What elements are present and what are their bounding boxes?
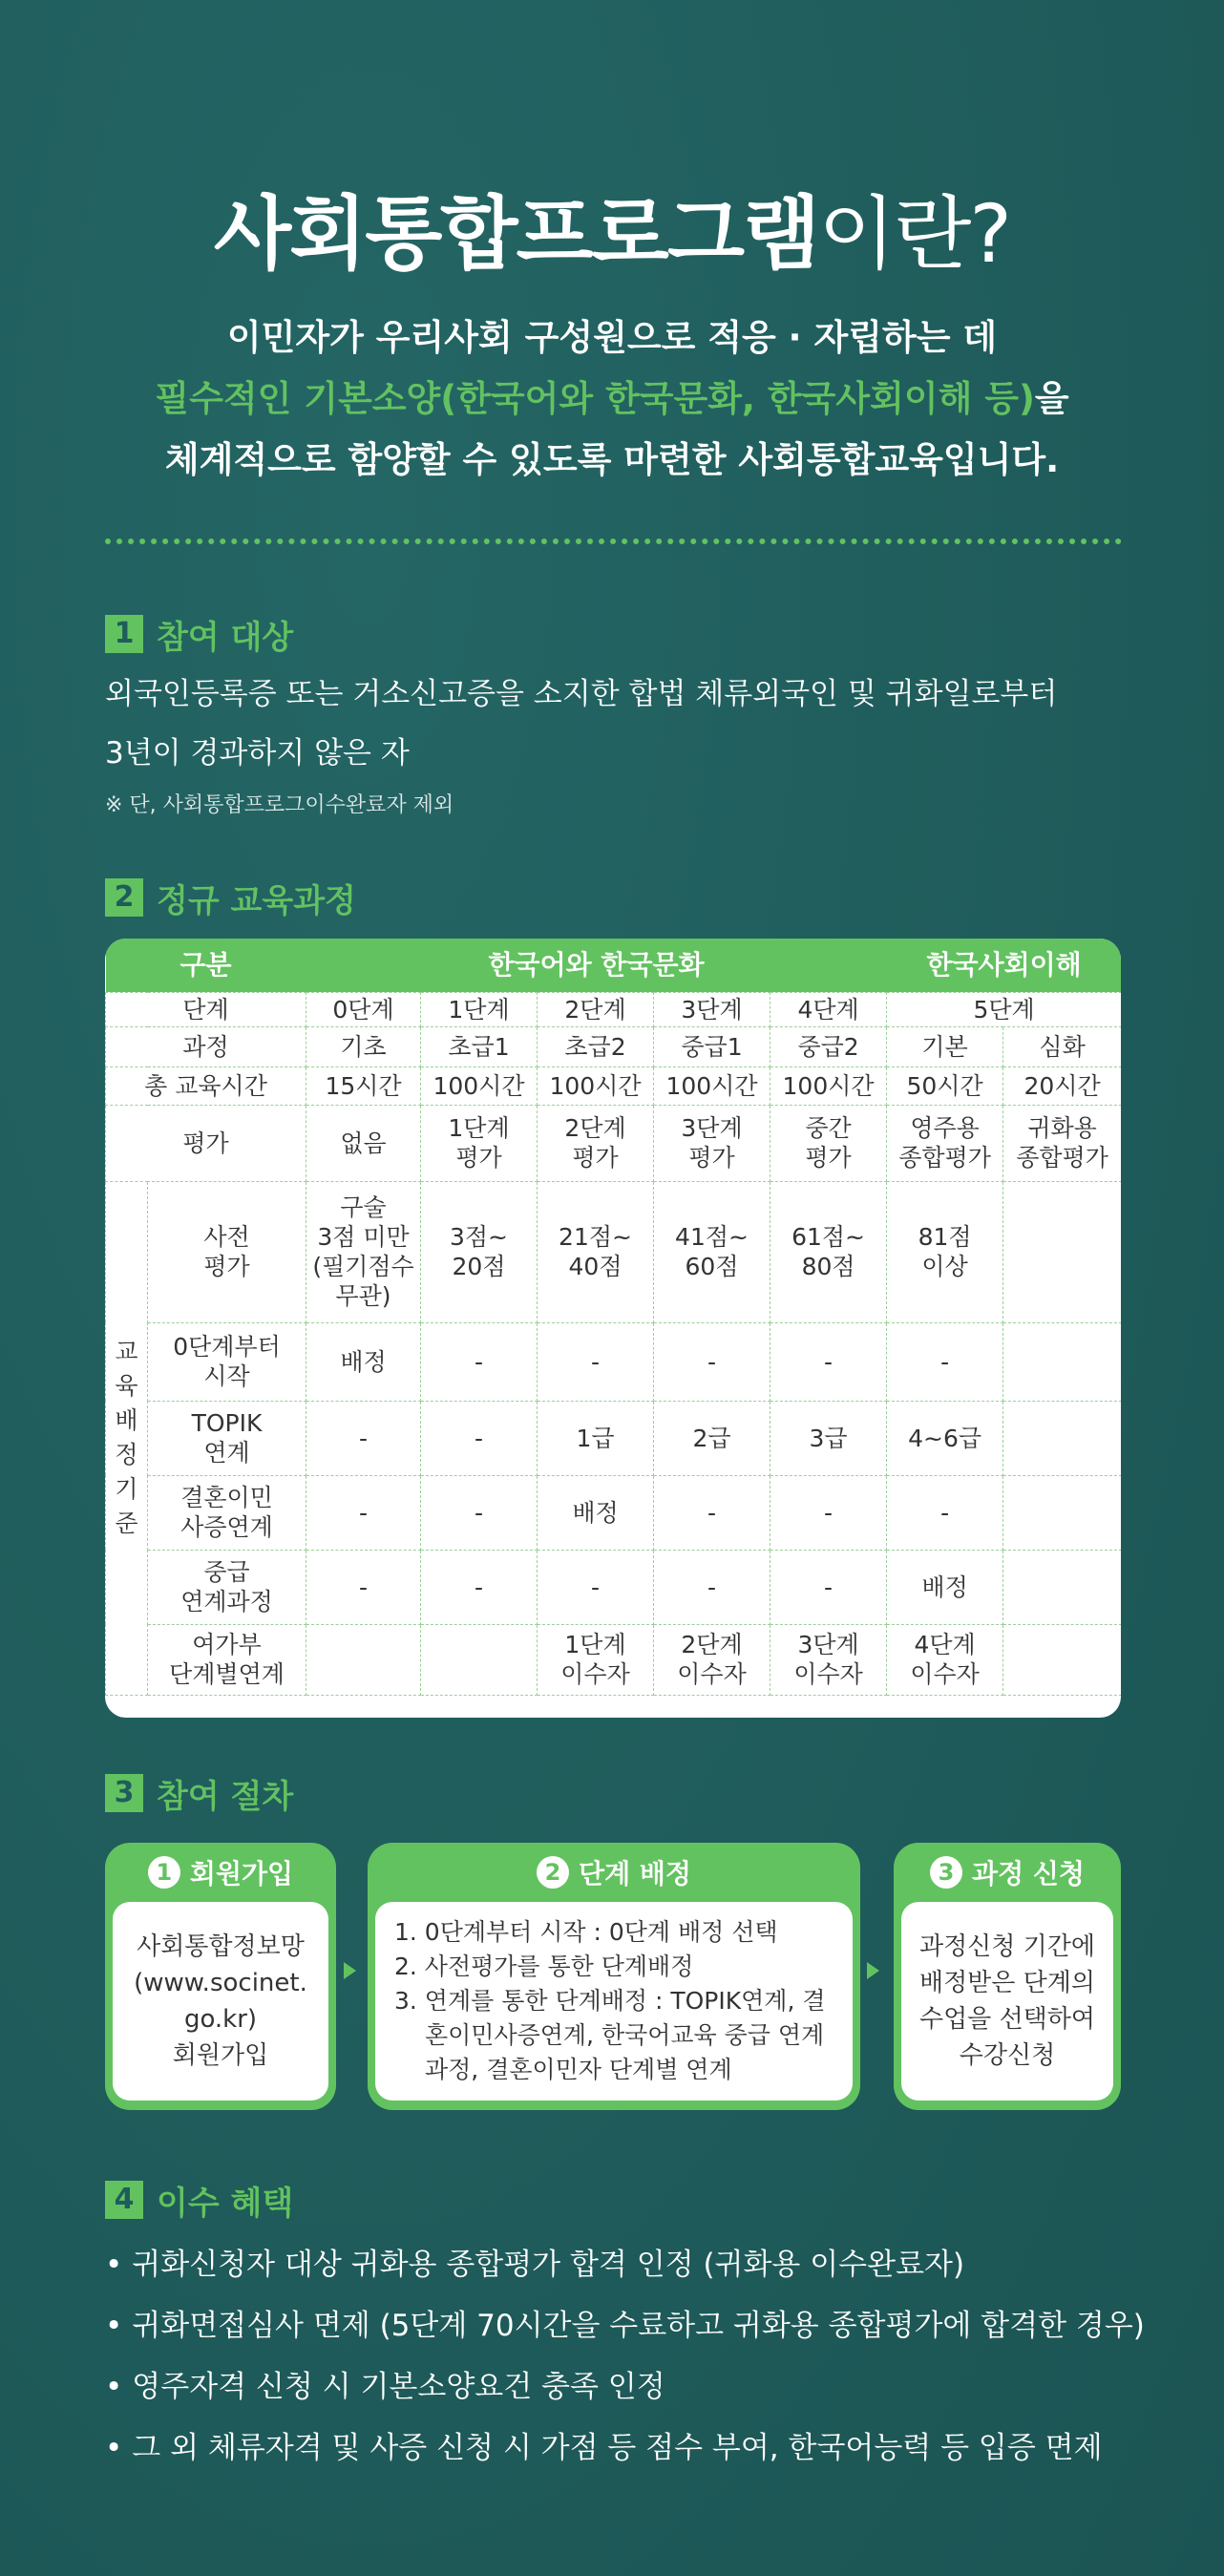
course-cell: 초급1 xyxy=(421,1026,538,1066)
section-3-number: 3 xyxy=(105,1774,143,1812)
table-cell: 41점~ 60점 xyxy=(654,1181,770,1322)
intro-line-3: 체계적으로 함양할 수 있도록 마련한 사회통합교육입니다. xyxy=(164,439,1060,480)
group-label: 교 육 배 정 기 준 xyxy=(106,1181,148,1695)
row-label: TOPIK 연계 xyxy=(148,1401,306,1475)
eval-cell: 중간 평가 xyxy=(770,1105,887,1181)
hours-cell: 15시간 xyxy=(306,1066,421,1105)
table-cell: - xyxy=(770,1550,887,1624)
table-cell: - xyxy=(654,1475,770,1550)
step-card-register xyxy=(105,1843,336,2110)
list-item: 3. 연계를 통한 단계배정 : TOPIK연계, 결혼이민사증연계, 한국어교육 중급 연계과정, 결혼이민자 단계별 연계 xyxy=(394,1987,826,2083)
section-2-number: 2 xyxy=(105,878,143,917)
table-cell: - xyxy=(306,1550,421,1624)
table-row xyxy=(106,1475,1122,1550)
table-cell: 4단계 이수자 xyxy=(887,1624,1003,1695)
row-label: 평가 xyxy=(106,1105,306,1181)
step-body xyxy=(901,1902,1113,2101)
section-4-heading xyxy=(105,2179,293,2221)
step-number: 2 xyxy=(537,1856,569,1889)
benefits-list xyxy=(105,2234,1174,2479)
intro-text xyxy=(0,307,1224,491)
step-title-text: 회원가입 xyxy=(189,1858,294,1890)
table-row xyxy=(106,1624,1122,1695)
list-item: • 영주자격 신청 시 기본소양요건 충족 인정 xyxy=(105,2356,1174,2418)
row-label: 여가부 단계별연계 xyxy=(148,1624,306,1695)
table-cell: - xyxy=(306,1475,421,1550)
intro-line-2-rest: 을 xyxy=(1034,378,1069,419)
row-label: 단계 xyxy=(106,992,306,1026)
table-row xyxy=(106,1181,1122,1322)
section-1-text-line-1: 외국인등록증 또는 거소신고증을 소지한 합법 체류외국인 및 귀화일로부터 xyxy=(105,677,1058,711)
row-label: 총 교육시간 xyxy=(106,1066,306,1105)
intro-line-2 xyxy=(0,369,1224,430)
step-body xyxy=(113,1902,328,2101)
course-cell: 초급2 xyxy=(538,1026,654,1066)
row-label: 과정 xyxy=(106,1026,306,1066)
table-cell: 배정 xyxy=(887,1550,1003,1624)
table-cell xyxy=(1003,1181,1121,1322)
table-cell xyxy=(1003,1401,1121,1475)
section-2-heading xyxy=(105,876,356,918)
list-item: • 귀화면접심사 면제 (5단계 70시간을 수료하고 귀화용 종합평가에 합격한 경우) xyxy=(105,2295,1174,2356)
table-cell: 4~6급 xyxy=(887,1401,1003,1475)
table-cell xyxy=(1003,1475,1121,1550)
hours-cell: 100시간 xyxy=(654,1066,770,1105)
table-cell: 1단계 이수자 xyxy=(538,1624,654,1695)
list-item: 1. 0단계부터 시작 : 0단계 배정 선택 xyxy=(394,1918,778,1946)
table-row xyxy=(106,1401,1122,1475)
stage-cell: 1단계 xyxy=(421,992,538,1026)
eval-cell: 영주용 종합평가 xyxy=(887,1105,1003,1181)
arrow-right-icon xyxy=(867,1962,879,1979)
table-cell: - xyxy=(654,1322,770,1401)
section-3-title: 참여 절차 xyxy=(157,1777,294,1816)
step-card-placement xyxy=(368,1843,860,2110)
table-cell: 3단계 이수자 xyxy=(770,1624,887,1695)
hours-cell: 50시간 xyxy=(887,1066,1003,1105)
step-body-text: 과정신청 기간에 배정받은 단계의 수업을 선택하여 수강신청 xyxy=(918,1932,1096,2070)
row-label: 0단계부터 시작 xyxy=(148,1322,306,1401)
table-cell: 2급 xyxy=(654,1401,770,1475)
table-row xyxy=(106,1550,1122,1624)
table-cell: 배정 xyxy=(538,1475,654,1550)
table-header-row xyxy=(106,939,1122,992)
curriculum-table xyxy=(105,939,1121,1718)
table-cell: 3급 xyxy=(770,1401,887,1475)
table-cell: - xyxy=(421,1550,538,1624)
course-cell: 중급2 xyxy=(770,1026,887,1066)
step-number: 3 xyxy=(930,1856,962,1889)
step-body-text: 사회통합정보망 (www.socinet. go.kr) 회원가입 xyxy=(134,1932,307,2070)
eval-cell: 귀화용 종합평가 xyxy=(1003,1105,1121,1181)
table-cell: 3점~ 20점 xyxy=(421,1181,538,1322)
table-cell: - xyxy=(654,1550,770,1624)
hours-cell: 100시간 xyxy=(538,1066,654,1105)
table-cell xyxy=(421,1624,538,1695)
table-cell xyxy=(1003,1550,1121,1624)
stage-cell: 0단계 xyxy=(306,992,421,1026)
header-category: 구분 xyxy=(106,939,306,992)
header-korean-society: 한국사회이해 xyxy=(887,939,1121,992)
table-cell: 81점 이상 xyxy=(887,1181,1003,1322)
section-1-text-line-2: 3년이 경과하지 않은 자 xyxy=(105,736,410,771)
hours-cell: 100시간 xyxy=(421,1066,538,1105)
title-light: 이란? xyxy=(818,187,1011,281)
course-cell: 기초 xyxy=(306,1026,421,1066)
step-card-apply xyxy=(894,1843,1121,2110)
course-cell: 심화 xyxy=(1003,1026,1121,1066)
list-item: • 그 외 체류자격 및 사증 신청 시 가점 등 점수 부여, 한국어능력 등 입증 면제 xyxy=(105,2418,1174,2479)
course-cell: 기본 xyxy=(887,1026,1003,1066)
stage-cell: 5단계 xyxy=(887,992,1121,1026)
table-cell: 21점~ 40점 xyxy=(538,1181,654,1322)
table-row-hours xyxy=(106,1066,1122,1105)
table-cell xyxy=(306,1624,421,1695)
section-1-number: 1 xyxy=(105,615,143,653)
step-body xyxy=(375,1902,853,2101)
table-row-stage xyxy=(106,992,1122,1026)
placement-list xyxy=(375,1915,853,2087)
step-title xyxy=(368,1843,860,1902)
hours-cell: 20시간 xyxy=(1003,1066,1121,1105)
eval-cell: 없음 xyxy=(306,1105,421,1181)
header-korean-language: 한국어와 한국문화 xyxy=(306,939,887,992)
intro-highlight: 필수적인 기본소양(한국어와 한국문화, 한국사회이해 등) xyxy=(155,378,1035,419)
section-1-note: ※ 단, 사회통합프로그이수완료자 제외 xyxy=(105,793,454,817)
table-cell: - xyxy=(421,1475,538,1550)
table-cell: - xyxy=(421,1322,538,1401)
page-title xyxy=(0,170,1224,285)
section-4-number: 4 xyxy=(105,2181,143,2219)
hours-cell: 100시간 xyxy=(770,1066,887,1105)
list-item: • 귀화신청자 대상 귀화용 종합평가 합격 인정 (귀화용 이수완료자) xyxy=(105,2234,1174,2295)
table-row-course xyxy=(106,1026,1122,1066)
section-1-heading xyxy=(105,613,293,655)
table-cell: - xyxy=(538,1322,654,1401)
section-1-text xyxy=(105,665,1155,783)
row-label: 사전 평가 xyxy=(148,1181,306,1322)
row-label: 중급 연계과정 xyxy=(148,1550,306,1624)
stage-cell: 2단계 xyxy=(538,992,654,1026)
section-2-title: 정규 교육과정 xyxy=(157,881,356,920)
table-row-evaluation xyxy=(106,1105,1122,1181)
table-cell: 2단계 이수자 xyxy=(654,1624,770,1695)
title-bold: 사회통합프로그램 xyxy=(213,187,819,281)
intro-line-1: 이민자가 우리사회 구성원으로 적응 · 자립하는 데 xyxy=(226,317,998,358)
table-cell: - xyxy=(770,1475,887,1550)
list-item: 2. 사전평가를 통한 단계배정 xyxy=(394,1953,694,1980)
section-1-title: 참여 대상 xyxy=(157,618,294,657)
step-number: 1 xyxy=(148,1856,180,1889)
dotted-divider xyxy=(105,538,1122,544)
table-cell: 배정 xyxy=(306,1322,421,1401)
table-cell: 구술 3점 미만 (필기점수 무관) xyxy=(306,1181,421,1322)
table-cell: - xyxy=(306,1401,421,1475)
eval-cell: 3단계 평가 xyxy=(654,1105,770,1181)
step-title xyxy=(105,1843,336,1902)
step-title-text: 과정 신청 xyxy=(972,1858,1085,1890)
arrow-right-icon xyxy=(344,1962,356,1979)
section-4-title: 이수 혜택 xyxy=(157,2184,294,2223)
table-cell: - xyxy=(887,1475,1003,1550)
table-row xyxy=(106,1322,1122,1401)
table-cell xyxy=(1003,1624,1121,1695)
step-title xyxy=(894,1843,1121,1902)
table-cell: - xyxy=(770,1322,887,1401)
step-title-text: 단계 배정 xyxy=(579,1858,691,1890)
stage-cell: 4단계 xyxy=(770,992,887,1026)
eval-cell: 2단계 평가 xyxy=(538,1105,654,1181)
course-cell: 중급1 xyxy=(654,1026,770,1066)
section-3-heading xyxy=(105,1772,293,1814)
table-cell: 1급 xyxy=(538,1401,654,1475)
eval-cell: 1단계 평가 xyxy=(421,1105,538,1181)
row-label: 결혼이민 사증연계 xyxy=(148,1475,306,1550)
stage-cell: 3단계 xyxy=(654,992,770,1026)
table-cell: 61점~ 80점 xyxy=(770,1181,887,1322)
table-cell: - xyxy=(538,1550,654,1624)
table-cell xyxy=(1003,1322,1121,1401)
table-cell: - xyxy=(421,1401,538,1475)
table-cell: - xyxy=(887,1322,1003,1401)
